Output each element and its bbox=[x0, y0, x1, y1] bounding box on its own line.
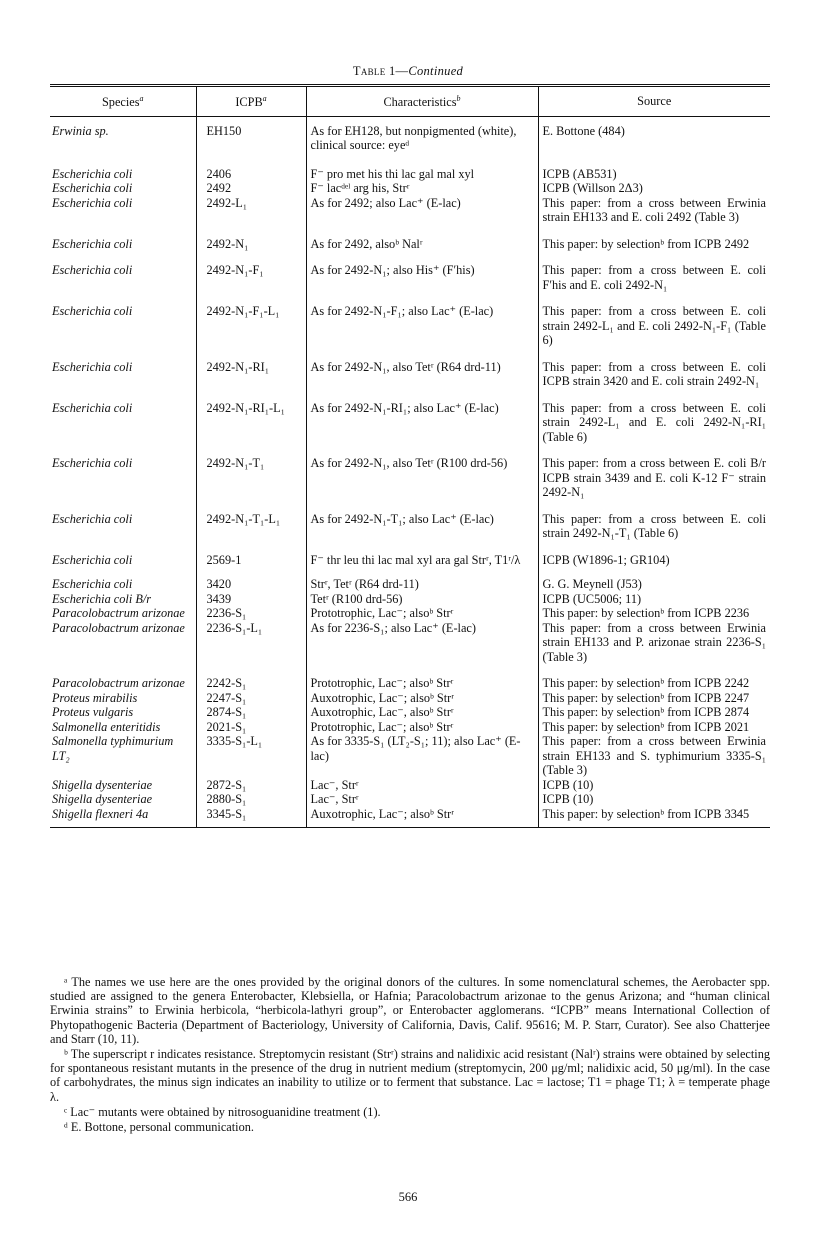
species-cell: Escherichia coli bbox=[52, 236, 133, 251]
source-cell: This paper: by selectionᵇ from ICPB 2874 bbox=[538, 705, 770, 720]
header-characteristics: Characteristics$^b$ bbox=[306, 87, 538, 117]
table-row bbox=[50, 606, 770, 621]
table-row bbox=[50, 196, 770, 225]
icpb-cell: 2569-1 bbox=[196, 541, 306, 568]
icpb-cell: 2492-L₁ bbox=[196, 196, 306, 225]
source-cell: ICPB (Willson 2Δ3) bbox=[538, 181, 770, 196]
table-row bbox=[50, 778, 770, 793]
characteristics-cell: As for EH128, but nonpigmented (white), clinical source: eyeᵈ bbox=[306, 116, 538, 153]
caption-prefix: Table 1— bbox=[352, 64, 409, 78]
source-cell: This paper: from a cross between E. coli F′his and E. coli 2492-N₁ bbox=[538, 251, 770, 292]
source-cell: This paper: from a cross between E. coli strain 2492-N₁-T₁ (Table 6) bbox=[538, 500, 770, 541]
characteristics-cell: Prototrophic, Lac⁻; alsoᵇ Strʳ bbox=[306, 664, 538, 691]
table-row bbox=[50, 444, 770, 500]
table-row bbox=[50, 225, 770, 252]
species-cell: Escherichia coli bbox=[52, 577, 133, 592]
characteristics-cell: As for 2492-N₁-T₁; also Lac⁺ (E-lac) bbox=[306, 500, 538, 541]
icpb-cell: 2236-S₁ bbox=[196, 606, 306, 621]
characteristics-cell: As for 2492-N₁, also Tetʳ (R100 drd-56) bbox=[306, 444, 538, 500]
species-cell: Proteus vulgaris bbox=[52, 705, 134, 720]
table-row bbox=[50, 807, 770, 828]
species-cell: Proteus mirabilis bbox=[52, 690, 138, 705]
footnote-d: ᵈ E. Bottone, personal communication. bbox=[64, 1120, 254, 1135]
characteristics-cell: F⁻ thr leu thi lac mal xyl ara gal Strʳ, T1ʳ/λ bbox=[306, 541, 538, 568]
source-cell: This paper: by selectionᵇ from ICPB 2021 bbox=[538, 720, 770, 735]
icpb-cell: 2242-S₁ bbox=[196, 664, 306, 691]
table-row bbox=[50, 153, 770, 182]
icpb-cell: 2492 bbox=[196, 181, 306, 196]
table-row bbox=[50, 691, 770, 706]
table-row bbox=[50, 621, 770, 665]
characteristics-cell: Auxotrophic, Lac⁻; alsoᵇ Strʳ bbox=[306, 691, 538, 706]
species-cell: Escherichia coli bbox=[52, 359, 133, 374]
table-row bbox=[50, 734, 770, 778]
species-cell: Escherichia coli bbox=[52, 511, 133, 526]
source-cell: G. G. Meynell (J53) bbox=[538, 567, 770, 592]
characteristics-cell: As for 3335-S₁ (LT₂-S₁; 11); also Lac⁺ (E-lac) bbox=[306, 734, 538, 778]
source-cell: E. Bottone (484) bbox=[538, 116, 770, 153]
species-cell: Paracolobactrum arizonae bbox=[52, 620, 185, 635]
icpb-cell: 3420 bbox=[196, 567, 306, 592]
footnote-a: ᵃ The names we use here are the ones provided by the original donors of the cultures. In some nomenclatural schemes, the Aerobacter spp. studied are assigned to the genera Enterobacter, Klebsiella, or Hafnia; Paracolobactrum arizonae to the genus Arizona; and “human clinical Erwinia strains” to Erwinia herbicola, “herbicola-lathyri group”, or Enterobacter agglomerans. “ICPB” means International Collection of Phytopathogenic Bacteria (Department of Bacteriology, University of California, Davis, Calif. 95616; M. P. Starr, Curator). See also Chatterjee and Starr (10, 11). bbox=[50, 975, 770, 1046]
species-cell: Escherichia coli bbox=[52, 166, 133, 181]
table-row bbox=[50, 116, 770, 153]
species-cell: Salmonella typhimurium LT₂ bbox=[52, 734, 174, 763]
species-cell: Shigella dysenteriae bbox=[52, 777, 153, 792]
source-cell: This paper: from a cross between E. coli strain 2492-L₁ and E. coli 2492-N₁-RI₁ (Table 6) bbox=[538, 389, 770, 445]
characteristics-cell: Prototrophic, Lac⁻; alsoᵇ Strʳ bbox=[306, 606, 538, 621]
characteristics-cell: As for 2492-N₁, also Tetʳ (R64 drd-11) bbox=[306, 348, 538, 389]
species-cell: Salmonella enteritidis bbox=[52, 719, 161, 734]
source-cell: This paper: from a cross between E. coli B/r ICPB strain 3439 and E. coli K-12 F⁻ strain 2492-N₁ bbox=[538, 444, 770, 500]
source-cell: ICPB (W1896-1; GR104) bbox=[538, 541, 770, 568]
icpb-cell: 2872-S₁ bbox=[196, 778, 306, 793]
species-table bbox=[50, 86, 770, 828]
source-cell: This paper: from a cross between Erwinia strain EH133 and P. arizonae strain 2236-S₁ (Table 3) bbox=[538, 621, 770, 665]
header-species: Species$^a$ bbox=[50, 87, 196, 117]
table-row bbox=[50, 181, 770, 196]
characteristics-cell: As for 2492, alsoᵇ Nalʳ bbox=[306, 225, 538, 252]
characteristics-cell: F⁻ pro met his thi lac gal mal xyl bbox=[306, 153, 538, 182]
table-row bbox=[50, 251, 770, 292]
table-row bbox=[50, 541, 770, 568]
icpb-cell: 2874-S₁ bbox=[196, 705, 306, 720]
icpb-cell: 2492-N₁-F₁ bbox=[196, 251, 306, 292]
characteristics-cell: Tetʳ (R100 drd-56) bbox=[306, 592, 538, 607]
table-row bbox=[50, 292, 770, 348]
table-row bbox=[50, 705, 770, 720]
footnotes bbox=[50, 975, 770, 1135]
characteristics-cell: Lac⁻, Strʳ bbox=[306, 778, 538, 793]
source-cell: This paper: from a cross between Erwinia strain EH133 and S. typhimurium 3335-S₁ (Table 3) bbox=[538, 734, 770, 778]
species-cell: Escherichia coli bbox=[52, 304, 133, 319]
source-cell: This paper: by selectionᵇ from ICPB 2242 bbox=[538, 664, 770, 691]
table-row bbox=[50, 664, 770, 691]
characteristics-cell: Strʳ, Tetʳ (R64 drd-11) bbox=[306, 567, 538, 592]
source-cell: This paper: by selectionᵇ from ICPB 2492 bbox=[538, 225, 770, 252]
species-cell: Erwinia sp. bbox=[52, 123, 109, 138]
source-cell: This paper: by selectionᵇ from ICPB 3345 bbox=[538, 807, 770, 828]
table-row bbox=[50, 567, 770, 592]
icpb-cell: 3439 bbox=[196, 592, 306, 607]
species-cell: Escherichia coli bbox=[52, 195, 133, 210]
source-cell: This paper: from a cross between Erwinia strain EH133 and E. coli 2492 (Table 3) bbox=[538, 196, 770, 225]
characteristics-cell: As for 2492-N₁-RI₁; also Lac⁺ (E-lac) bbox=[306, 389, 538, 445]
icpb-cell: 2236-S₁-L₁ bbox=[196, 621, 306, 665]
source-cell: This paper: by selectionᵇ from ICPB 2247 bbox=[538, 691, 770, 706]
species-cell: Escherichia coli bbox=[52, 263, 133, 278]
species-cell: Escherichia coli bbox=[52, 181, 133, 196]
icpb-cell: 2492-N₁-F₁-L₁ bbox=[196, 292, 306, 348]
header-source: Source bbox=[538, 87, 770, 117]
header-row bbox=[50, 87, 770, 117]
icpb-cell: 2021-S₁ bbox=[196, 720, 306, 735]
characteristics-cell: As for 2492; also Lac⁺ (E-lac) bbox=[306, 196, 538, 225]
table-row bbox=[50, 500, 770, 541]
table-row bbox=[50, 592, 770, 607]
characteristics-cell: As for 2236-S₁; also Lac⁺ (E-lac) bbox=[306, 621, 538, 665]
species-cell: Shigella flexneri 4a bbox=[50, 807, 196, 828]
icpb-cell: 2492-N₁-RI₁-L₁ bbox=[196, 389, 306, 445]
characteristics-cell: Auxotrophic, Lac⁻; alsoᵇ Strʳ bbox=[306, 807, 538, 828]
icpb-cell: 2492-N₁-T₁-L₁ bbox=[196, 500, 306, 541]
footnote-c: ᶜ Lac⁻ mutants were obtained by nitrosoguanidine treatment (1). bbox=[64, 1104, 381, 1119]
species-cell: Escherichia coli bbox=[52, 552, 133, 567]
icpb-cell: 2492-N₁ bbox=[196, 225, 306, 252]
source-cell: ICPB (UC5006; 11) bbox=[538, 592, 770, 607]
table-caption bbox=[0, 64, 816, 79]
species-cell: Paracolobactrum arizonae bbox=[52, 676, 185, 691]
source-cell: ICPB (10) bbox=[538, 778, 770, 793]
icpb-cell: 2247-S₁ bbox=[196, 691, 306, 706]
characteristics-cell: Prototrophic, Lac⁻; alsoᵇ Strʳ bbox=[306, 720, 538, 735]
icpb-cell: 2492-N₁-RI₁ bbox=[196, 348, 306, 389]
header-icpb: ICPB$^a$ bbox=[196, 87, 306, 117]
characteristics-cell: Lac⁻, Strʳ bbox=[306, 792, 538, 807]
species-cell: Escherichia coli bbox=[52, 456, 133, 471]
page-number: 566 bbox=[398, 1190, 418, 1204]
table-row bbox=[50, 720, 770, 735]
characteristics-cell: F⁻ lacᵈᵉˡ arg his, Strʳ bbox=[306, 181, 538, 196]
icpb-cell: 3335-S₁-L₁ bbox=[196, 734, 306, 778]
icpb-cell: 2492-N₁-T₁ bbox=[196, 444, 306, 500]
species-cell: Escherichia coli B/r bbox=[52, 591, 152, 606]
icpb-cell: 2880-S₁ bbox=[196, 792, 306, 807]
species-cell: Shigella dysenteriae bbox=[52, 792, 153, 807]
source-cell: This paper: from a cross between E. coli ICPB strain 3420 and E. coli strain 2492-N₁ bbox=[538, 348, 770, 389]
characteristics-cell: Auxotrophic, Lac⁻, alsoᵇ Strʳ bbox=[306, 705, 538, 720]
table-row bbox=[50, 792, 770, 807]
source-cell: This paper: from a cross between E. coli strain 2492-L₁ and E. coli 2492-N₁-F₁ (Table 6) bbox=[538, 292, 770, 348]
characteristics-cell: As for 2492-N₁-F₁; also Lac⁺ (E-lac) bbox=[306, 292, 538, 348]
table-row bbox=[50, 348, 770, 389]
table-row bbox=[50, 389, 770, 445]
species-cell: Paracolobactrum arizonae bbox=[52, 606, 185, 621]
icpb-cell: 2406 bbox=[196, 153, 306, 182]
source-cell: This paper: by selectionᵇ from ICPB 2236 bbox=[538, 606, 770, 621]
species-cell: Escherichia coli bbox=[52, 400, 133, 415]
icpb-cell: EH150 bbox=[196, 116, 306, 153]
source-cell: ICPB (AB531) bbox=[538, 153, 770, 182]
characteristics-cell: As for 2492-N₁; also His⁺ (F′his) bbox=[306, 251, 538, 292]
footnote-b: ᵇ The superscript r indicates resistance. Streptomycin resistant (Strʳ) strains and nalidixic acid resistant (Nalʳ) strains were obtained by selecting for spontaneous resistant mutants in the presence of the drug in nutrient medium (streptomycin, 200 μg/ml; nalidixic acid, 50 μg/ml). In the case of carbohydrates, the minus sign indicates an inability to utilize or to ferment that substance. Lac = lactose; T1 = phage T1; λ = temperate phage λ. bbox=[50, 1047, 770, 1104]
source-cell: ICPB (10) bbox=[538, 792, 770, 807]
caption-suffix: Continued bbox=[408, 64, 464, 78]
icpb-cell: 3345-S₁ bbox=[196, 807, 306, 828]
